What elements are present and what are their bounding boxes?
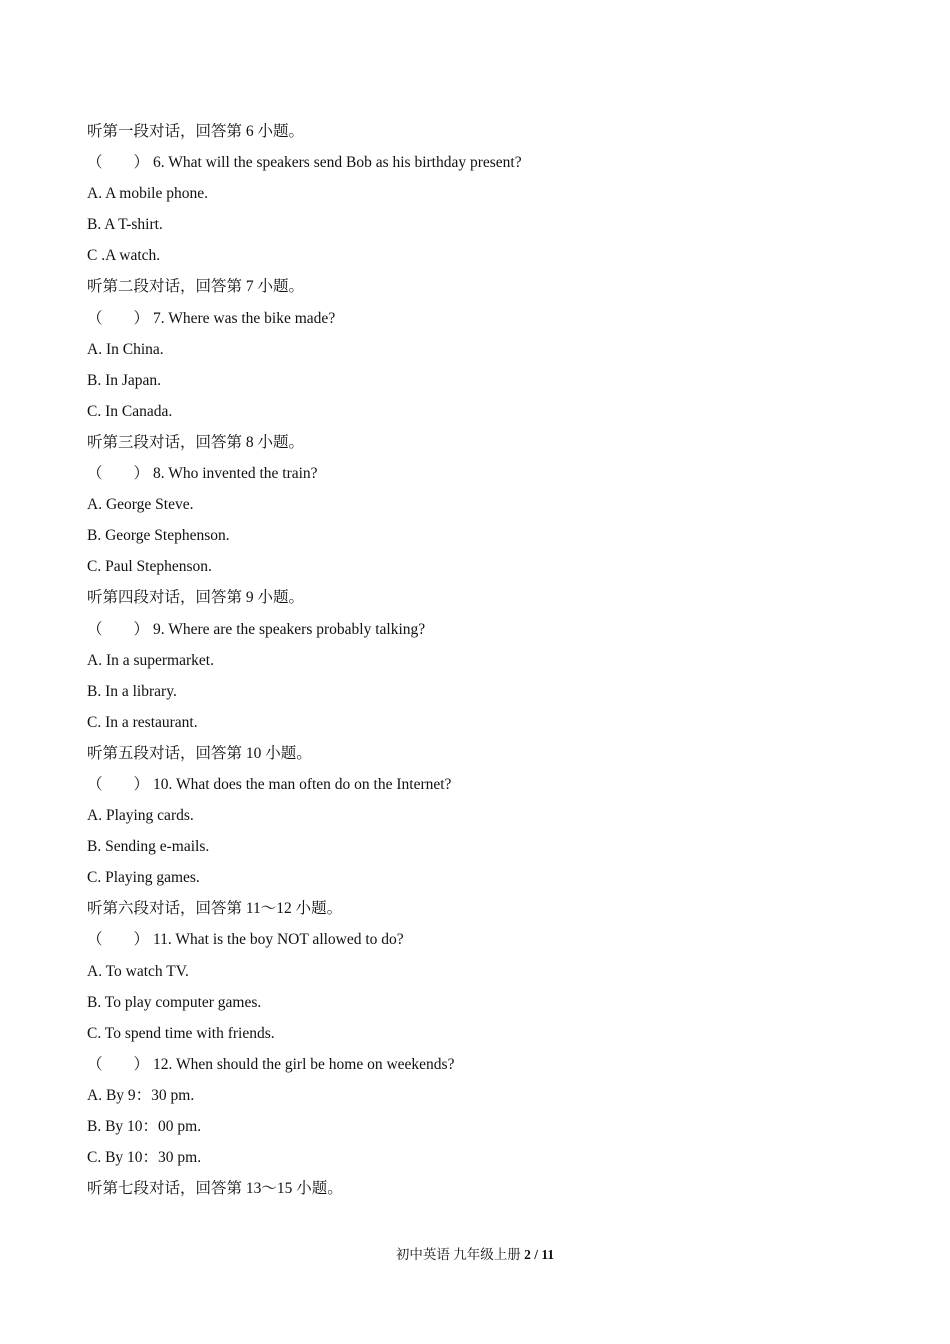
section-instruction: 听第二段对话，回答第 7 小题。 — [87, 278, 305, 296]
answer-blank: （ ） — [87, 309, 150, 327]
answer-option: B. In Japan. — [87, 371, 162, 389]
answer-option: A. A mobile phone. — [87, 185, 208, 203]
answer-option: C. In Canada. — [87, 402, 173, 420]
question-text: 12. When should the girl be home on weekends? — [153, 1055, 455, 1073]
footer-page-number: 2 — [524, 1247, 531, 1262]
answer-option: C. Playing games. — [87, 869, 200, 887]
question — [87, 614, 887, 645]
answer-blank: （ ） — [87, 465, 150, 483]
answer-option: A. In China. — [87, 340, 164, 358]
answer-option: B. By 10：00 pm. — [87, 1118, 202, 1135]
question — [87, 303, 887, 334]
footer-separator: / — [530, 1247, 542, 1262]
question-text: 6. What will the speakers send Bob as his birthday present? — [153, 154, 522, 172]
answer-option: B. A T-shirt. — [87, 216, 163, 234]
answer-option: C. By 10：30 pm. — [87, 1149, 202, 1167]
answer-option: B. In a library. — [87, 682, 177, 700]
question — [87, 147, 887, 178]
section-instruction: 听第六段对话，回答第 11～12 小题。 — [87, 900, 343, 918]
document-body — [87, 116, 887, 1204]
answer-option: A. George Steve. — [87, 496, 194, 514]
question — [87, 1049, 887, 1080]
answer-option: A. By 9：30 pm. — [87, 1086, 195, 1104]
answer-option: C. Paul Stephenson. — [87, 558, 212, 576]
answer-option: A. Playing cards. — [87, 807, 194, 825]
section-instruction: 听第七段对话，回答第 13～15 小题。 — [87, 1180, 343, 1198]
section-instruction: 听第四段对话，回答第 9 小题。 — [87, 589, 305, 607]
question — [87, 458, 887, 489]
answer-option: A. To watch TV. — [87, 962, 189, 980]
question — [87, 769, 887, 800]
footer-label: 初中英语 九年级上册 — [395, 1247, 525, 1262]
answer-blank: （ ） — [87, 620, 150, 638]
answer-option: A. In a supermarket. — [87, 651, 214, 669]
question-text: 10. What does the man often do on the Internet? — [153, 775, 452, 793]
answer-option: C .A watch. — [87, 247, 161, 265]
answer-blank: （ ） — [87, 931, 150, 949]
section-instruction: 听第一段对话，回答第 6 小题。 — [87, 123, 305, 140]
section-instruction: 听第三段对话，回答第 8 小题。 — [87, 433, 305, 451]
question — [87, 924, 887, 955]
answer-option: B. Sending e-mails. — [87, 838, 210, 856]
question-text: 9. Where are the speakers probably talking? — [153, 620, 426, 638]
answer-blank: （ ） — [87, 1055, 150, 1073]
question-text: 7. Where was the bike made? — [153, 309, 336, 327]
answer-option: C. To spend time with friends. — [87, 1024, 275, 1042]
answer-blank: （ ） — [87, 775, 150, 793]
section-instruction: 听第五段对话，回答第 10 小题。 — [87, 744, 312, 762]
answer-option: B. To play computer games. — [87, 993, 262, 1011]
question-text: 8. Who invented the train? — [153, 465, 318, 483]
answer-option: B. George Stephenson. — [87, 527, 230, 545]
answer-blank: （ ） — [87, 154, 150, 172]
answer-option: C. In a restaurant. — [87, 713, 198, 731]
footer-page-total: 11 — [541, 1247, 555, 1262]
page-footer — [0, 1243, 950, 1263]
question-text: 11. What is the boy NOT allowed to do? — [153, 931, 404, 949]
